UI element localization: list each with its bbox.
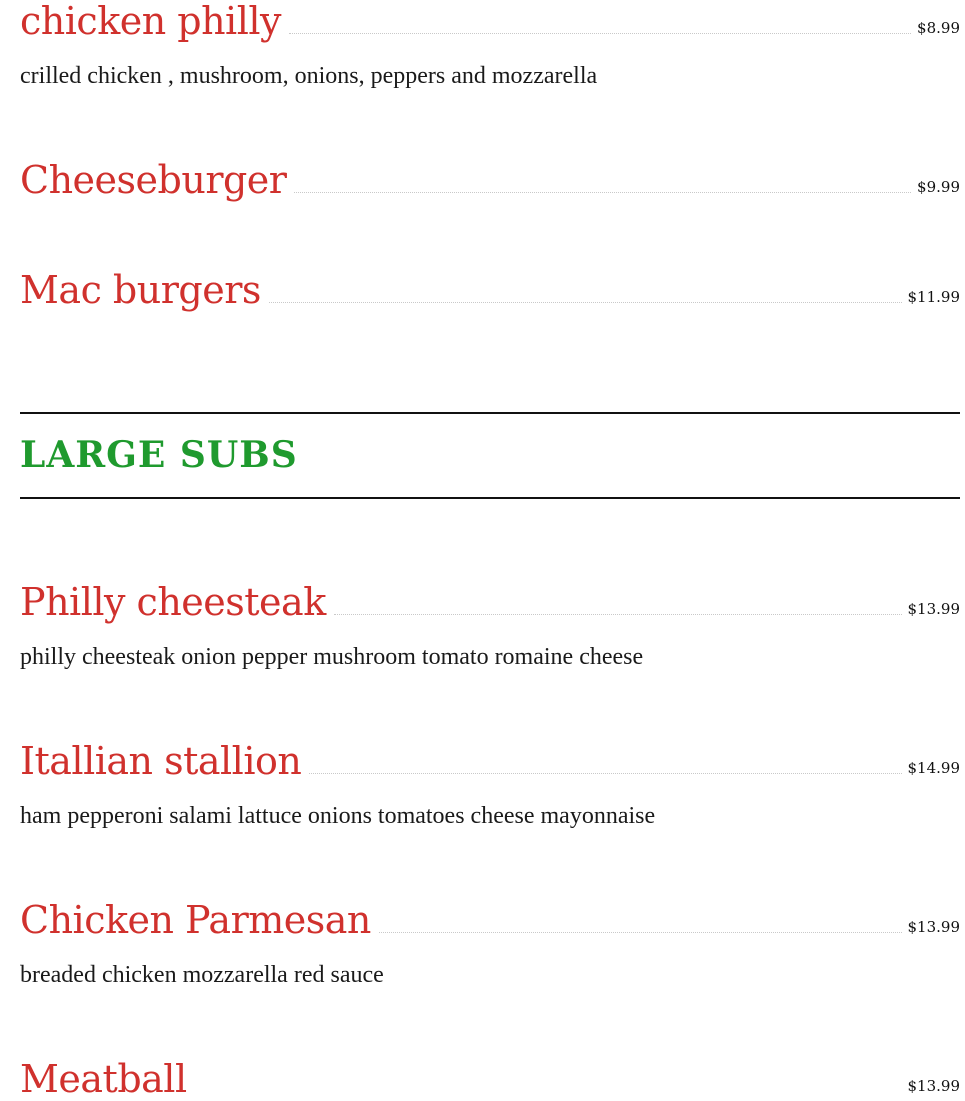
section-divider-bottom bbox=[20, 497, 960, 499]
dot-leader bbox=[269, 301, 902, 303]
dot-leader bbox=[294, 191, 911, 193]
item-price: $13.99 bbox=[907, 1077, 960, 1095]
item-price: $14.99 bbox=[907, 759, 960, 777]
dot-leader bbox=[309, 772, 901, 774]
dot-leader bbox=[289, 32, 911, 34]
item-name: chicken philly bbox=[20, 0, 281, 43]
item-name: Cheeseburger bbox=[20, 158, 287, 202]
item-name: Meatball bbox=[20, 1057, 187, 1101]
dot-leader bbox=[379, 931, 902, 933]
menu-item-chicken-parmesan bbox=[20, 895, 960, 942]
item-price: $9.99 bbox=[917, 178, 960, 196]
item-price: $13.99 bbox=[907, 600, 960, 618]
item-price: $11.99 bbox=[907, 288, 960, 306]
item-name: Mac burgers bbox=[20, 268, 261, 312]
item-description: philly cheesteak onion pepper mushroom tomato romaine cheese bbox=[20, 644, 644, 670]
item-name: Philly cheesteak bbox=[20, 580, 326, 624]
menu-item-chicken-philly bbox=[20, 0, 960, 43]
item-name: Itallian stallion bbox=[20, 739, 302, 783]
menu-item-cheeseburger bbox=[20, 155, 960, 202]
item-description: crilled chicken , mushroom, onions, peppers and mozzarella bbox=[20, 63, 598, 89]
menu-item-mac-burgers bbox=[20, 265, 960, 312]
item-price: $8.99 bbox=[917, 19, 960, 37]
dot-leader bbox=[334, 613, 902, 615]
menu-item-itallian-stallion bbox=[20, 736, 960, 783]
item-name: Chicken Parmesan bbox=[20, 898, 371, 942]
menu-item-meatball bbox=[20, 1054, 960, 1101]
dot-leader bbox=[195, 1090, 902, 1092]
menu-item-philly-cheesteak bbox=[20, 577, 960, 624]
section-title: LARGE SUBS bbox=[20, 434, 298, 476]
item-description: ham pepperoni salami lattuce onions tomatoes cheese mayonnaise bbox=[20, 803, 656, 829]
item-price: $13.99 bbox=[907, 918, 960, 936]
section-divider-top bbox=[20, 412, 960, 414]
item-description: breaded chicken mozzarella red sauce bbox=[20, 962, 384, 988]
